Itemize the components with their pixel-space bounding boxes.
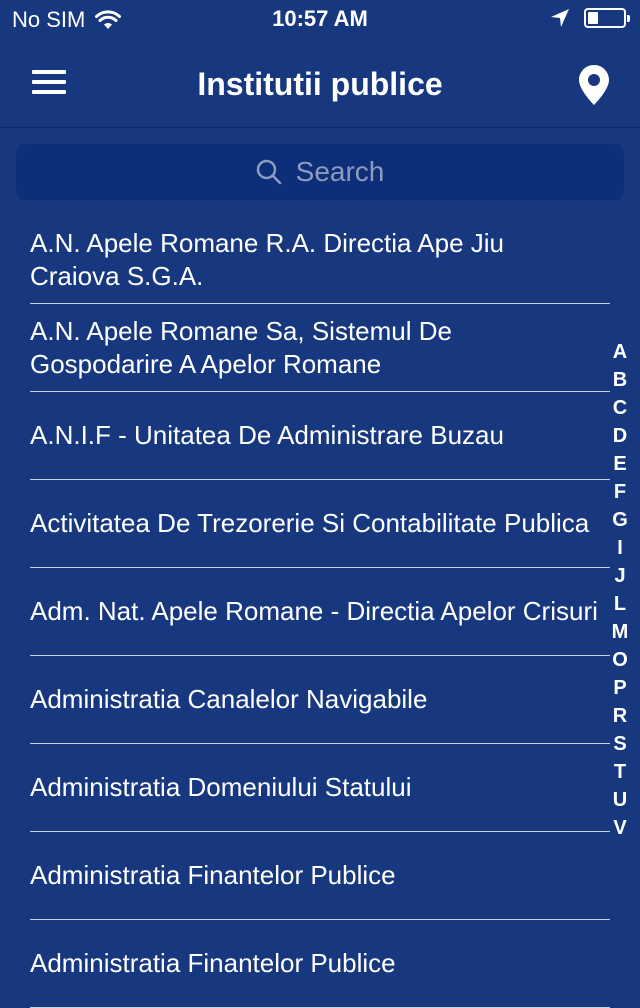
list-item[interactable]: A.N. Apele Romane R.A. Directia Ape Jiu Craiova S.G.A. xyxy=(30,216,610,304)
index-letter-a[interactable]: A xyxy=(612,341,628,363)
search-placeholder: Search xyxy=(295,156,385,187)
menu-button[interactable] xyxy=(32,70,66,96)
index-letter-i[interactable]: I xyxy=(617,537,623,559)
battery-level xyxy=(588,12,598,24)
location-pin-icon[interactable] xyxy=(578,64,610,106)
list-item[interactable]: A.N. Apele Romane Sa, Sistemul De Gospodarire A Apelor Romane xyxy=(30,304,610,392)
index-letter-f[interactable]: F xyxy=(613,481,627,503)
list-item[interactable]: Adm. Nat. Apele Romane - Directia Apelor Crisuri xyxy=(30,568,610,656)
location-arrow-icon xyxy=(550,8,570,28)
index-letter-o[interactable]: O xyxy=(612,649,628,671)
list-item[interactable]: A.N.I.F - Unitatea De Administrare Buzau xyxy=(30,392,610,480)
index-letter-d[interactable]: D xyxy=(612,425,628,447)
page-title: Institutii publice xyxy=(197,66,443,102)
index-letter-p[interactable]: P xyxy=(613,677,627,699)
index-letter-t[interactable]: T xyxy=(613,761,627,783)
search-icon xyxy=(256,159,282,185)
index-letter-u[interactable]: U xyxy=(612,789,628,811)
list-item[interactable]: Activitatea De Trezorerie Si Contabilitate Publica xyxy=(30,480,610,568)
index-letter-c[interactable]: C xyxy=(612,397,628,419)
index-letter-m[interactable]: M xyxy=(611,621,629,643)
index-letter-j[interactable]: J xyxy=(614,565,626,587)
index-letter-g[interactable]: G xyxy=(612,509,628,531)
index-letter-s[interactable]: S xyxy=(613,733,627,755)
index-letter-v[interactable]: V xyxy=(613,817,627,839)
index-letter-b[interactable]: B xyxy=(612,369,628,391)
institution-list xyxy=(30,216,610,1008)
list-item[interactable]: Administratia Domeniului Statului xyxy=(30,744,610,832)
hamburger-icon-line xyxy=(32,70,66,74)
hamburger-icon-line xyxy=(32,90,66,94)
status-right xyxy=(550,8,626,28)
list-item[interactable]: Administratia Canalelor Navigabile xyxy=(30,656,610,744)
index-letter-e[interactable]: E xyxy=(613,453,627,475)
status-time: 10:57 AM xyxy=(272,6,368,31)
index-letter-r[interactable]: R xyxy=(612,705,628,727)
search-input[interactable] xyxy=(16,144,624,200)
carrier-label: No SIM xyxy=(12,7,86,32)
status-bar xyxy=(0,0,640,40)
section-index[interactable] xyxy=(604,338,636,842)
index-letter-l[interactable]: L xyxy=(613,593,627,615)
list-item[interactable]: Administratia Finantelor Publice xyxy=(30,832,610,920)
list-item[interactable]: Administratia Finantelor Publice xyxy=(30,920,610,1008)
battery-icon xyxy=(584,8,626,28)
hamburger-icon-line xyxy=(32,80,66,84)
nav-bar xyxy=(0,40,640,128)
